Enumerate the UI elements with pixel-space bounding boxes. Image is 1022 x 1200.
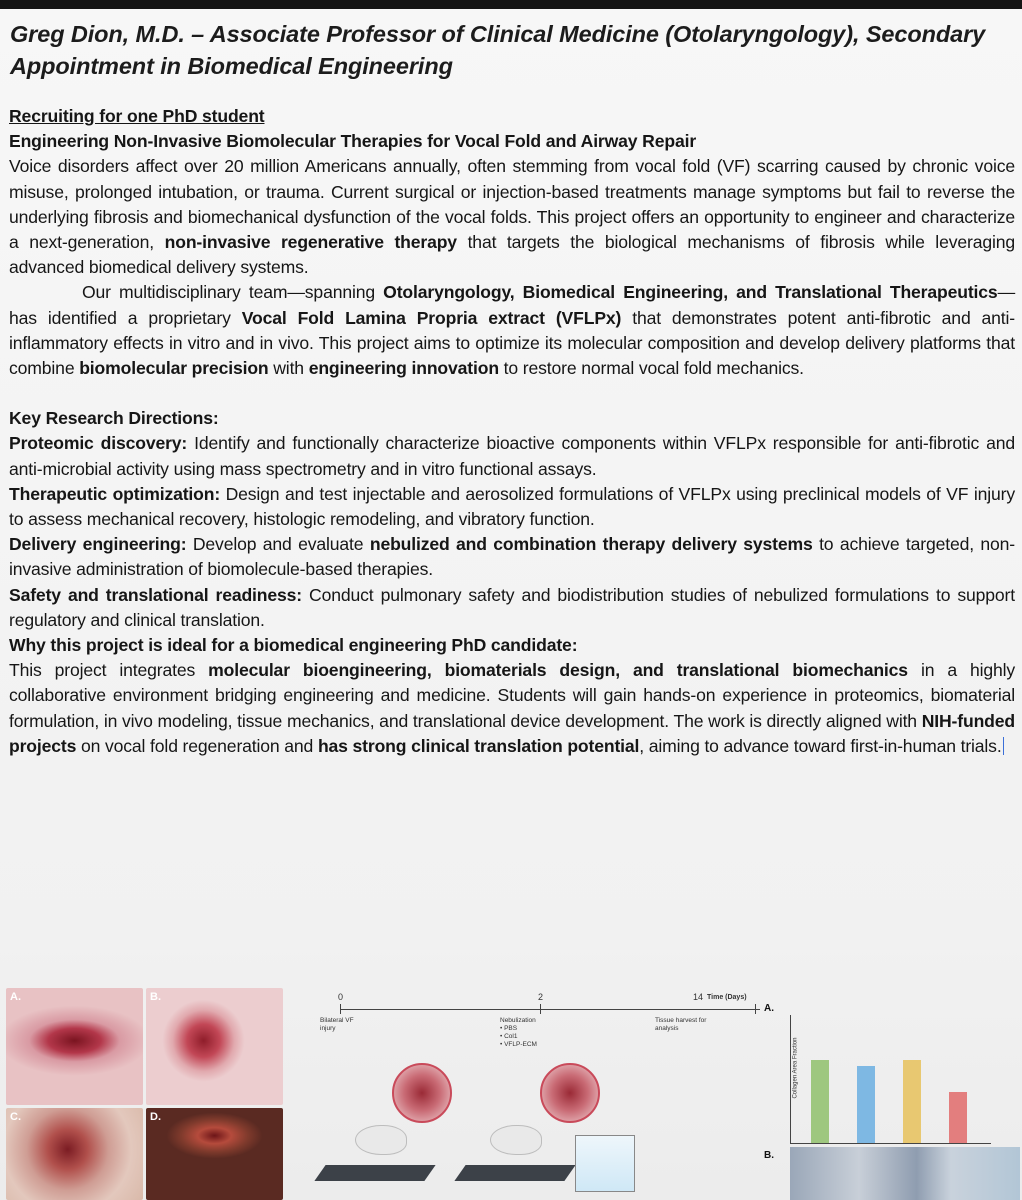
- intro-text-end: that targets the biological mechanisms of fibrosis while leveraging advanced biomedical delivery systems.: [9, 232, 1015, 278]
- timeline-unit: Time (Days): [707, 994, 747, 1001]
- step-item: • PBS: [500, 1025, 518, 1032]
- team-extract: Vocal Fold Lamina Propria extract (VFLPx): [241, 307, 622, 328]
- endoscopic-view: [540, 1063, 600, 1123]
- team-text-i: to restore normal vocal fold mechanics.: [498, 358, 804, 379]
- direction-emphasis: nebulized and combination therapy delivery systems: [369, 534, 813, 555]
- endoscopy-photo: [146, 1108, 283, 1200]
- bar-plot-area: [790, 1015, 991, 1144]
- timeline-tick: [540, 1004, 541, 1014]
- direction-text: Develop and evaluate: [186, 534, 370, 555]
- team-innovation: engineering innovation: [308, 358, 499, 379]
- project-title: Engineering Non-Invasive Biomolecular Therapies for Vocal Fold and Airway Repair: [9, 131, 697, 152]
- why-text-g: , aiming to advance toward first-in-human trials.: [639, 735, 1002, 756]
- step-item: • Col1: [500, 1033, 518, 1040]
- text-cursor: [1003, 737, 1004, 755]
- chart-bar: [949, 1092, 967, 1143]
- why-text-c: in a highly collaborative environment bridging engineering and medicine. Students will gain hands-on experience in proteomics, biomaterial formulation, in vivo modeling, tissue mechanics, and translational device development. The work is directly aligned with: [9, 660, 1016, 731]
- photo-label: A.: [10, 991, 21, 1003]
- endoscopy-photo: [146, 988, 283, 1105]
- team-text-c: —has identified a proprietary: [9, 282, 1016, 328]
- surgical-platform: [314, 1165, 435, 1181]
- timeline-day: 14: [693, 992, 704, 1002]
- team-precision: biomolecular precision: [79, 358, 269, 379]
- research-figure: [0, 985, 1022, 1200]
- intro-paragraph: [9, 154, 1015, 280]
- direction-label: Safety and translational readiness:: [9, 584, 303, 605]
- timeline-step: Tissue harvest for analysis: [655, 1017, 707, 1032]
- photo-label: B.: [150, 991, 161, 1003]
- team-paragraph: [9, 280, 1015, 381]
- spacer: [9, 381, 1015, 406]
- why-text-a: This project integrates: [9, 660, 209, 681]
- chart-panel-label: A.: [764, 1003, 774, 1014]
- directions-heading: Key Research Directions:: [9, 408, 219, 429]
- collagen-chart: [760, 985, 1022, 1200]
- why-text-e: on vocal fold regeneration and: [76, 735, 318, 756]
- chart-bar: [811, 1060, 829, 1143]
- why-heading: Why this project is ideal for a biomedical engineering PhD candidate:: [9, 635, 578, 656]
- timeline-step: Bilateral VF injury: [320, 1017, 354, 1032]
- direction-item: [9, 431, 1015, 481]
- direction-item: [9, 482, 1015, 532]
- chart-bar: [857, 1066, 875, 1143]
- team-text-e: that demonstrates potent anti-fibrotic and anti-inflammatory effects in vitro and in vivo. This project aims to optimize its molecular composition and develop delivery platforms that combine: [9, 307, 1016, 379]
- team-text-a: Our multidisciplinary team—spanning: [82, 282, 384, 303]
- histology-strip: [790, 1147, 1020, 1200]
- direction-item: [9, 532, 1015, 582]
- why-nih: NIH-funded projects: [9, 710, 1015, 756]
- top-bar: [0, 0, 1022, 9]
- recruiting-heading: Recruiting for one PhD student: [9, 106, 265, 126]
- timeline-step: [500, 1017, 537, 1049]
- photo-label: C.: [10, 1111, 21, 1123]
- experiment-timeline: [300, 985, 760, 1200]
- document-body: [9, 104, 1015, 759]
- team-text-g: with: [268, 358, 309, 379]
- why-translation: has strong clinical translation potential: [317, 735, 640, 756]
- direction-text-end: to achieve targeted, non-invasive administration of biomolecule-based therapies.: [9, 534, 1015, 580]
- why-skills: molecular bioengineering, biomaterials design, and translational biomechanics: [208, 660, 908, 681]
- team-fields: Otolaryngology, Biomedical Engineering, and Translational Therapeutics: [383, 282, 998, 303]
- why-paragraph: [9, 658, 1015, 759]
- direction-label: Proteomic discovery:: [9, 433, 188, 454]
- page-title: Greg Dion, M.D. – Associate Professor of Clinical Medicine (Otolaryngology), Secondary Appointment in Biomedical Engineering: [10, 21, 986, 79]
- direction-label: Therapeutic optimization:: [9, 483, 221, 504]
- timeline-axis: [340, 1009, 760, 1010]
- intro-text: Voice disorders affect over 20 million Americans annually, often stemming from vocal fold (VF) scarring caused by chronic voice misuse, prolonged intubation, or trauma. Current surgical or injection-based treatments manage symptoms but fail to reverse the underlying fibrosis and biomechanical dysfunction of the vocal folds. This project offers an opportunity to engineer and characterize a next-generation,: [9, 156, 1015, 253]
- rat-illustration: [355, 1125, 407, 1155]
- timeline-day: 0: [338, 992, 344, 1002]
- rat-illustration: [490, 1125, 542, 1155]
- chart-panel-label: B.: [764, 1150, 774, 1161]
- endoscopy-photo: [6, 1108, 143, 1200]
- y-axis-title: Collagen Area Fraction: [792, 1037, 799, 1099]
- chart-bar: [903, 1060, 921, 1143]
- timeline-tick: [340, 1004, 341, 1014]
- step-title: Nebulization: [500, 1017, 536, 1024]
- direction-text: Conduct pulmonary safety and biodistribution studies of nebulized formulations to support regulatory and clinical translation.: [9, 584, 1015, 630]
- direction-text: Design and test injectable and aerosolized formulations of VFLPx using preclinical models of VF injury to assess mechanical recovery, histologic remodeling, and vibratory function.: [9, 483, 1015, 530]
- direction-item: [9, 583, 1015, 633]
- endoscopy-photo: [6, 988, 143, 1105]
- step-item: • VFLP-ECM: [500, 1041, 537, 1048]
- direction-text: Identify and functionally characterize bioactive components within VFLPx responsible for anti-fibrotic and anti-microbial activity using mass spectrometry and in vitro functional assays.: [9, 433, 1016, 479]
- nebulizer-device: [575, 1135, 635, 1192]
- timeline-tick: [755, 1004, 756, 1014]
- direction-label: Delivery engineering:: [9, 534, 187, 555]
- endoscopic-view: [392, 1063, 452, 1123]
- intro-emphasis: non-invasive regenerative therapy: [164, 232, 457, 253]
- timeline-day: 2: [538, 992, 544, 1002]
- photo-label: D.: [150, 1111, 161, 1123]
- surgical-platform: [454, 1165, 575, 1181]
